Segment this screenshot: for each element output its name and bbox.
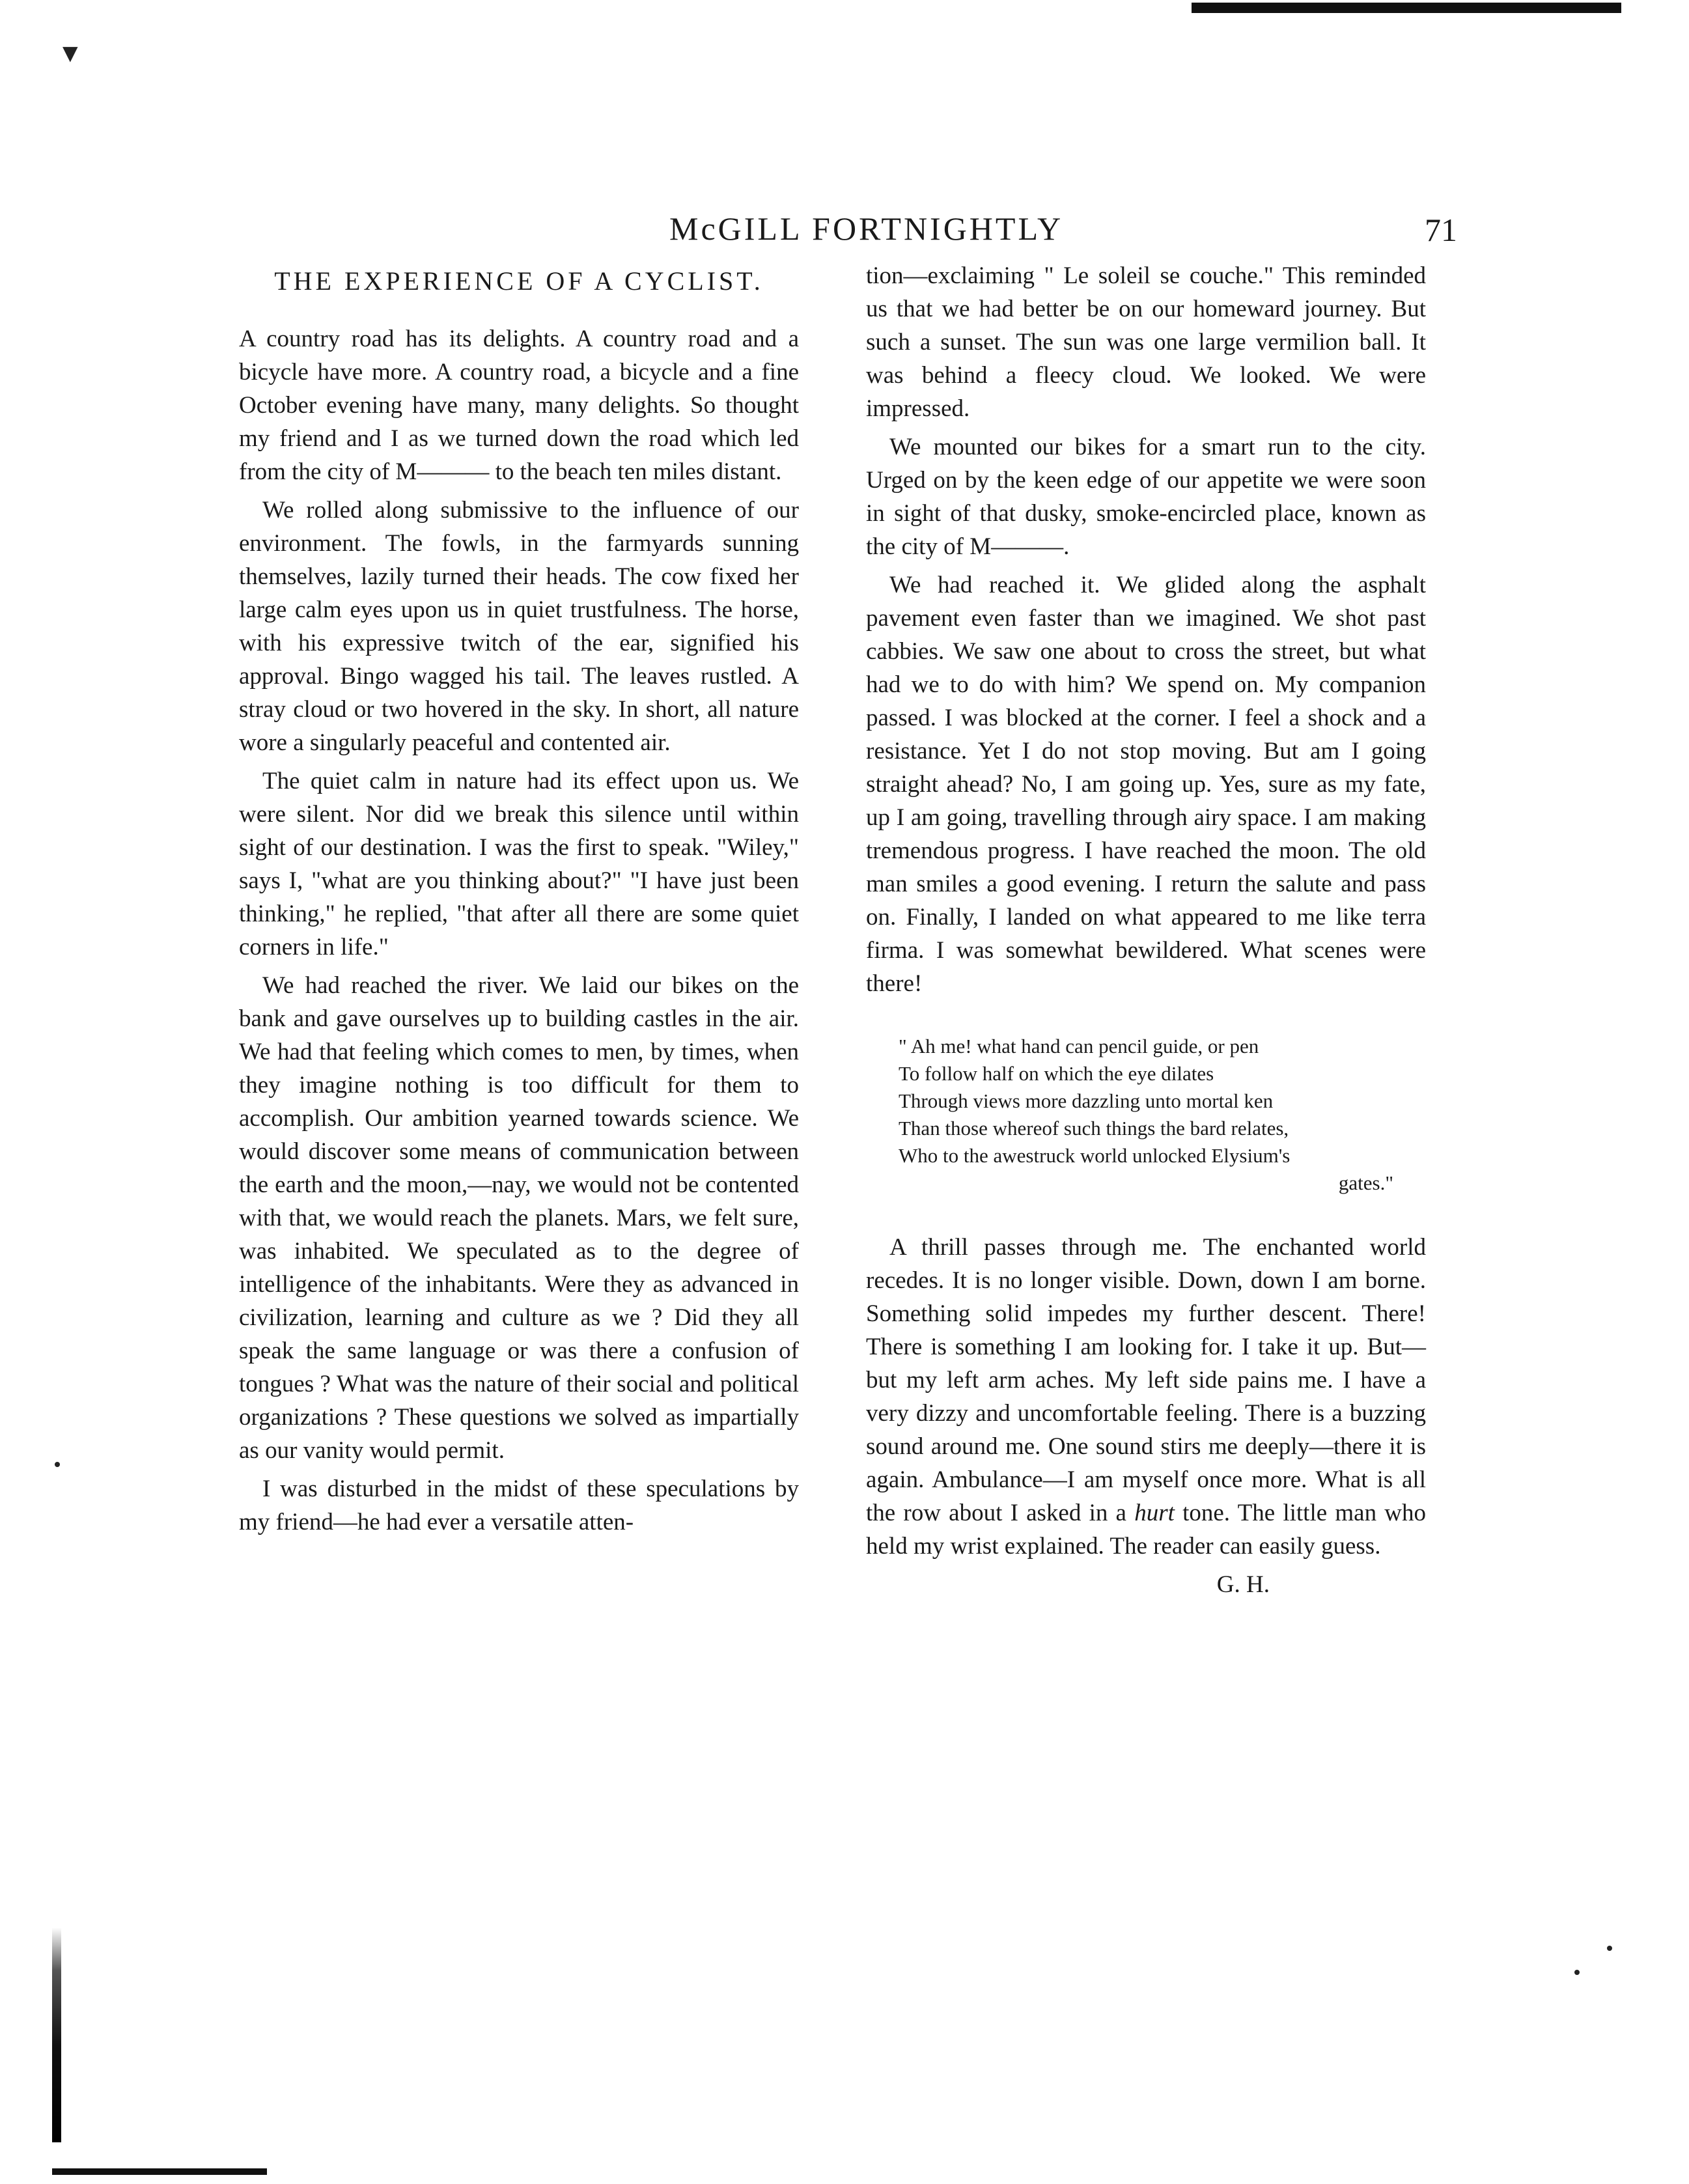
author-signature: G. H.	[1216, 1571, 1270, 1598]
paragraph: We had reached it. We glided along the asphalt pavement even faster than we imagined. We shot past cabbies. We saw one about to cross the street, but what had we to do with him? We spend on. My companion passed. I was blocked at the corner. I feel a shock and a resistance. Yet I do not stop moving. But am I going straight ahead? No, I am going up. Yes, sure as my fate, up I am going, travelling through airy space. I am making tremendous progress. I have reached the moon. The old man smiles a good evening. I return the salute and pass on. Finally, I landed on what appeared to me like terra firma. I was somewhat bewildered. What scenes were there!	[866, 572, 1426, 997]
paragraph: I was disturbed in the midst of these speculations by my friend—he had ever a versatile atten-	[239, 1476, 799, 1535]
bottom-edge-rule	[52, 2168, 267, 2175]
corner-ink-mark: ▼	[57, 38, 83, 68]
poem-line: Through views more dazzling unto mortal ken	[899, 1089, 1274, 1112]
ink-speck	[1607, 1946, 1612, 1951]
left-column	[239, 259, 799, 1544]
paragraph: tion—exclaiming " Le soleil se couche." This reminded us that we had better be on our homeward journey. But such a sunset. The sun was one large vermilion ball. It was behind a fleecy cloud. We looked. We were impressed.	[866, 262, 1426, 422]
poem-line: " Ah me! what hand can pencil guide, or pen	[899, 1035, 1259, 1057]
poem-line-end: gates."	[1338, 1171, 1393, 1194]
paragraph: We had reached the river. We laid our bikes on the bank and gave ourselves up to building castles in the air. We had that feeling which comes to men, by times, when they imagine nothing is too difficult for them to accomplish. Our ambition yearned towards science. We would discover some means of communication between the earth and the moon,—nay, we would not be contented with that, we would reach the planets. Mars, we felt sure, was inhabited. We speculated as to the degree of intelligence of the inhabitants. Were they as advanced in civilization, learning and culture as we ? Did they all speak the same language or was there a confusion of tongues ? What was the nature of their social and political organizations ? These questions we solved as impartially as our vanity would permit.	[239, 972, 799, 1464]
running-head: McGILL FORTNIGHTLY	[669, 210, 1064, 247]
top-edge-rule	[1192, 3, 1621, 13]
paragraph: We mounted our bikes for a smart run to the city. Urged on by the keen edge of our appetite we were soon in sight of that dusky, smoke-encircled place, known as the city of M———.	[866, 434, 1426, 560]
poem-line: Than those whereof such things the bard relates,	[899, 1117, 1289, 1140]
final-paragraph-text-end: tone. The little man who held my wrist explained. The reader can easily guess.	[866, 1500, 1426, 1560]
article-title: THE EXPERIENCE OF A CYCLIST.	[274, 266, 764, 296]
paragraph: We rolled along submissive to the influence of our environment. The fowls, in the farmyards sunning themselves, lazily turned their heads. The cow fixed her large calm eyes upon us in quiet trustfulness. The horse, with his expressive twitch of the ear, signified his approval. Bingo wagged his tail. The leaves rustled. A stray cloud or two hovered in the sky. In short, all nature wore a singularly peaceful and contented air.	[239, 497, 799, 756]
poem-line: To follow half on which the eye dilates	[899, 1062, 1214, 1085]
final-paragraph-text: A thrill passes through me. The enchanted world recedes. It is no longer visible. Down, down I am borne. Something solid impedes my further descent. There! There is something I am looking for. I take it up. But—but my left arm aches. My left side pains me. I have a very dizzy and uncomfortable feeling. There is a buzzing sound around me. One sound stirs me deeply—there it is again. Ambulance—I am myself once more. What is all the row about I asked in a	[866, 1234, 1426, 1526]
final-paragraph	[866, 1231, 1426, 1563]
poem-quotation	[899, 1033, 1419, 1197]
ink-speck	[1574, 1970, 1580, 1975]
right-column	[866, 259, 1426, 1601]
italic-word: hurt	[1134, 1500, 1175, 1526]
paragraph: The quiet calm in nature had its effect upon us. We were silent. Nor did we break this silence until within sight of our destination. I was the first to speak. "Wiley," says I, "what are you thinking about?" "I have just been thinking," he replied, "that after all there are some quiet corners in life."	[239, 768, 799, 960]
paragraph: A country road has its delights. A country road and a bicycle have more. A country road, a bicycle and a fine October evening have many, many delights. So thought my friend and I as we turned down the road which led from the city of M——— to the beach ten miles distant.	[239, 326, 799, 485]
scan-edge-shadow	[52, 1927, 61, 2142]
poem-line: Who to the awestruck world unlocked Elysium's	[899, 1144, 1291, 1167]
page-number: 71	[1425, 212, 1457, 248]
ink-speck	[55, 1462, 60, 1467]
